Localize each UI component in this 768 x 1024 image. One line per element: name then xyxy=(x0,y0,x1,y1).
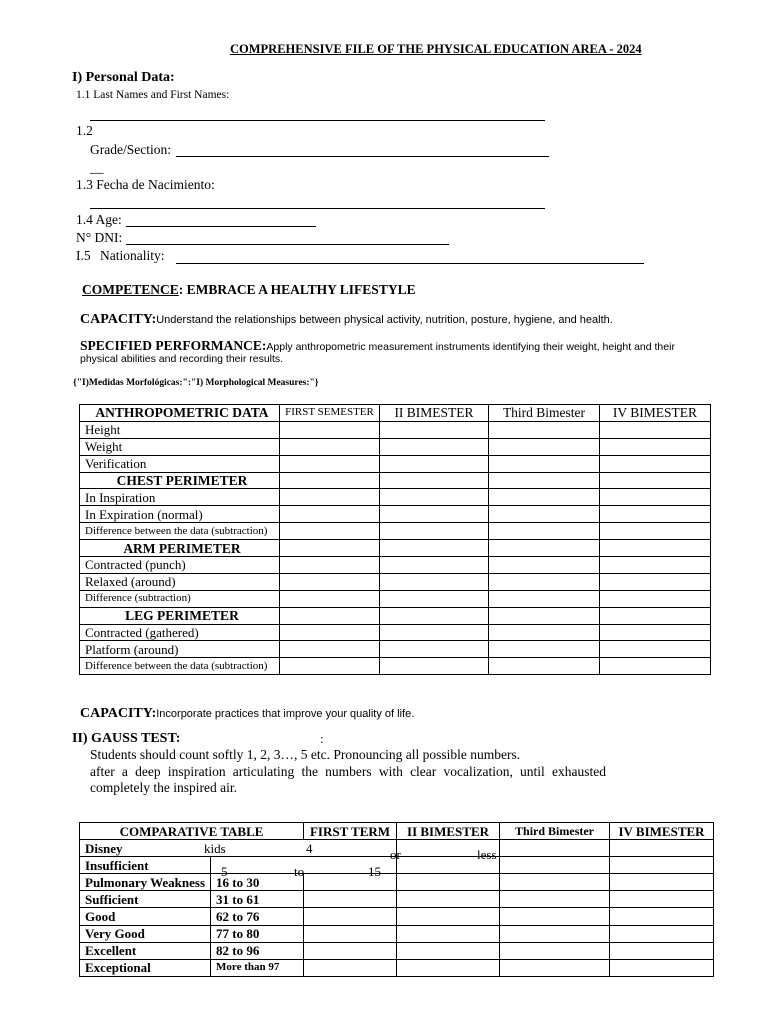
input-cell[interactable] xyxy=(397,925,500,942)
input-cell[interactable] xyxy=(304,925,397,942)
input-cell[interactable] xyxy=(280,455,380,472)
input-cell[interactable] xyxy=(304,942,397,959)
disney-less: less xyxy=(477,847,497,863)
input-cell[interactable] xyxy=(489,557,600,574)
input-cell[interactable] xyxy=(610,840,714,857)
input-cell[interactable] xyxy=(489,455,600,472)
row-label: Difference between the data (subtraction) xyxy=(80,658,280,675)
row-label: Very Good xyxy=(80,925,211,942)
performance-label: SPECIFIED PERFORMANCE: xyxy=(80,338,267,353)
row-label: Excellent xyxy=(80,942,211,959)
input-cell[interactable] xyxy=(489,624,600,641)
input-cell[interactable] xyxy=(500,891,610,908)
row-label: Verification xyxy=(80,455,280,472)
input-cell[interactable] xyxy=(489,590,600,607)
section-row xyxy=(80,607,711,624)
gauss-line-2: after a deep inspiration articulating the numbers with clear vocalization, until exhausted xyxy=(90,764,606,779)
grade-number: 1.2 xyxy=(76,123,93,138)
gauss-line-1: Students should count softly 1, 2, 3…, 5 etc. Pronouncing all possible numbers. xyxy=(90,747,521,762)
gauss-colon: : xyxy=(320,731,324,746)
input-cell[interactable] xyxy=(489,641,600,658)
table-row xyxy=(80,557,711,574)
input-cell[interactable] xyxy=(600,438,711,455)
input-cell[interactable] xyxy=(600,573,711,590)
input-cell[interactable] xyxy=(610,874,714,891)
input-cell[interactable] xyxy=(489,523,600,540)
input-cell[interactable] xyxy=(600,607,711,624)
anthro-header-ii-bimester: II BIMESTER xyxy=(380,405,489,422)
input-cell[interactable] xyxy=(304,959,397,976)
input-cell[interactable] xyxy=(280,557,380,574)
table-row xyxy=(80,874,714,891)
personal-data-heading: I) Personal Data: xyxy=(72,70,175,85)
row-label: Difference between the data (subtraction) xyxy=(80,523,280,540)
row-label: Insufficient xyxy=(80,857,211,874)
comparative-table xyxy=(79,822,714,977)
table-header-row xyxy=(80,823,714,840)
competence-line xyxy=(82,282,416,298)
gauss-line-3: completely the inspired air. xyxy=(90,780,237,795)
grade-tail: __ xyxy=(90,160,104,175)
anthro-header-data: ANTHROPOMETRIC DATA xyxy=(80,405,280,422)
insufficient-from: 5 xyxy=(221,864,228,880)
input-cell[interactable] xyxy=(280,540,380,557)
input-cell[interactable] xyxy=(610,942,714,959)
birth-field-line[interactable] xyxy=(90,208,545,209)
disney-label: Disney xyxy=(85,840,123,856)
section-label-chest: CHEST PERIMETER xyxy=(80,472,280,489)
input-cell[interactable] xyxy=(280,641,380,658)
input-cell[interactable] xyxy=(397,874,500,891)
input-cell[interactable] xyxy=(500,840,610,857)
input-cell[interactable] xyxy=(500,857,610,874)
input-cell[interactable] xyxy=(380,624,489,641)
input-cell[interactable] xyxy=(380,590,489,607)
capacity-2-label: CAPACITY: xyxy=(80,706,157,721)
input-cell[interactable] xyxy=(600,658,711,675)
input-cell[interactable] xyxy=(600,624,711,641)
input-cell[interactable] xyxy=(280,607,380,624)
input-cell[interactable] xyxy=(280,624,380,641)
input-cell[interactable] xyxy=(500,959,610,976)
table-row xyxy=(80,573,711,590)
table-row xyxy=(80,455,711,472)
input-cell[interactable] xyxy=(489,658,600,675)
row-label: In Expiration (normal) xyxy=(80,506,280,523)
capacity-2 xyxy=(80,704,414,722)
section-row xyxy=(80,472,711,489)
table-row xyxy=(80,421,711,438)
table-row xyxy=(80,590,711,607)
dni-field-line[interactable] xyxy=(126,244,449,245)
table-row xyxy=(80,624,711,641)
input-cell[interactable] xyxy=(380,658,489,675)
gauss-row-disney xyxy=(80,840,397,857)
input-cell[interactable] xyxy=(610,857,714,874)
input-cell[interactable] xyxy=(610,959,714,976)
input-cell[interactable] xyxy=(600,472,711,489)
anthro-header-first-semester: FIRST SEMESTER xyxy=(280,405,380,422)
section-label-leg: LEG PERIMETER xyxy=(80,607,280,624)
anthropometric-table xyxy=(79,404,711,675)
birth-label: 1.3 Fecha de Nacimiento: xyxy=(76,177,215,192)
input-cell[interactable] xyxy=(280,590,380,607)
nationality-number: I.5 xyxy=(76,248,91,263)
row-label: Platform (around) xyxy=(80,641,280,658)
input-cell[interactable] xyxy=(280,438,380,455)
input-cell[interactable] xyxy=(280,489,380,506)
row-range: 77 to 80 xyxy=(211,925,304,942)
input-cell[interactable] xyxy=(397,942,500,959)
input-cell[interactable] xyxy=(304,908,397,925)
insufficient-range xyxy=(211,857,397,880)
input-cell[interactable] xyxy=(280,523,380,540)
morphological-note: {"I)Medidas Morfológicas:":"I) Morphological Measures:"} xyxy=(73,378,319,388)
capacity-1-text: Understand the relationships between physical activity, nutrition, posture, hygiene, and health. xyxy=(156,314,613,326)
input-cell[interactable] xyxy=(489,472,600,489)
input-cell[interactable] xyxy=(610,925,714,942)
table-row xyxy=(80,438,711,455)
input-cell[interactable] xyxy=(489,438,600,455)
row-label: In Inspiration xyxy=(80,489,280,506)
row-label: Exceptional xyxy=(80,959,211,976)
table-row xyxy=(80,641,711,658)
grade-field-line[interactable] xyxy=(176,156,549,157)
input-cell[interactable] xyxy=(500,874,610,891)
capacity-1 xyxy=(80,310,613,328)
input-cell[interactable] xyxy=(380,523,489,540)
input-cell[interactable] xyxy=(280,658,380,675)
insufficient-upto: 15 xyxy=(368,864,381,880)
input-cell[interactable] xyxy=(600,590,711,607)
row-range: 16 to 30 xyxy=(211,874,304,891)
input-cell[interactable] xyxy=(489,573,600,590)
gauss-header-iv-bimester: IV BIMESTER xyxy=(610,823,714,840)
input-cell[interactable] xyxy=(489,540,600,557)
input-cell[interactable] xyxy=(397,959,500,976)
row-range: 82 to 96 xyxy=(211,942,304,959)
input-cell[interactable] xyxy=(380,455,489,472)
input-cell[interactable] xyxy=(600,557,711,574)
age-field-line[interactable] xyxy=(126,226,316,227)
names-label: 1.1 Last Names and First Names: xyxy=(76,89,230,101)
input-cell[interactable] xyxy=(397,908,500,925)
input-cell[interactable] xyxy=(600,540,711,557)
nationality-label: Nationality: xyxy=(100,248,165,263)
input-cell[interactable] xyxy=(380,489,489,506)
grade-label: Grade/Section: xyxy=(90,142,171,157)
gauss-header-ii-bimester: II BIMESTER xyxy=(397,823,500,840)
competence-label: COMPETENCE xyxy=(82,282,179,297)
table-row xyxy=(80,857,714,874)
input-cell[interactable] xyxy=(280,421,380,438)
input-cell[interactable] xyxy=(610,891,714,908)
input-cell[interactable] xyxy=(304,874,397,891)
input-cell[interactable] xyxy=(380,438,489,455)
disney-kids: kids xyxy=(204,840,226,856)
row-label: Relaxed (around) xyxy=(80,573,280,590)
input-cell[interactable] xyxy=(397,891,500,908)
gauss-header-third-bimester: Third Bimester xyxy=(500,823,610,840)
dni-label: N° DNI: xyxy=(76,230,123,245)
row-range: More than 97 xyxy=(211,959,304,976)
capacity-2-text: Incorporate practices that improve your quality of life. xyxy=(156,708,415,720)
input-cell[interactable] xyxy=(600,421,711,438)
row-range: 62 to 76 xyxy=(211,908,304,925)
section-row xyxy=(80,540,711,557)
insufficient-to: to xyxy=(294,864,305,880)
table-row xyxy=(80,840,714,857)
table-row xyxy=(80,506,711,523)
performance-text-1: Apply anthropometric measurement instruments identifying their weight, height and their xyxy=(266,341,675,353)
competence-text: : EMBRACE A HEALTHY LIFESTYLE xyxy=(178,282,416,297)
table-header-row xyxy=(80,405,711,422)
input-cell[interactable] xyxy=(600,641,711,658)
input-cell[interactable] xyxy=(600,455,711,472)
row-label: Contracted (punch) xyxy=(80,557,280,574)
input-cell[interactable] xyxy=(280,573,380,590)
section-label-arm: ARM PERIMETER xyxy=(80,540,280,557)
input-cell[interactable] xyxy=(280,506,380,523)
input-cell[interactable] xyxy=(380,421,489,438)
row-label: Difference (subtraction) xyxy=(80,590,280,607)
disney-or: or xyxy=(390,847,401,863)
table-row xyxy=(80,891,714,908)
row-label: Contracted (gathered) xyxy=(80,624,280,641)
document-title: COMPREHENSIVE FILE OF THE PHYSICAL EDUCATION AREA - 2024 xyxy=(230,42,642,56)
table-row xyxy=(80,959,714,976)
age-label: 1.4 Age: xyxy=(76,212,122,227)
performance-text-2: physical abilities and recording their results. xyxy=(80,353,284,365)
input-cell[interactable] xyxy=(380,472,489,489)
input-cell[interactable] xyxy=(489,489,600,506)
input-cell[interactable] xyxy=(500,925,610,942)
input-cell[interactable] xyxy=(600,489,711,506)
input-cell[interactable] xyxy=(500,942,610,959)
input-cell[interactable] xyxy=(380,506,489,523)
input-cell[interactable] xyxy=(304,891,397,908)
row-label: Height xyxy=(80,421,280,438)
input-cell[interactable] xyxy=(380,557,489,574)
row-label: Good xyxy=(80,908,211,925)
table-row xyxy=(80,658,711,675)
row-label: Pulmonary Weakness xyxy=(80,874,211,891)
input-cell[interactable] xyxy=(600,523,711,540)
input-cell[interactable] xyxy=(280,472,380,489)
input-cell[interactable] xyxy=(610,908,714,925)
gauss-row-disney-cont xyxy=(390,840,500,863)
input-cell[interactable] xyxy=(489,421,600,438)
row-label: Weight xyxy=(80,438,280,455)
table-row xyxy=(80,942,714,959)
table-row xyxy=(80,925,714,942)
input-cell[interactable] xyxy=(380,607,489,624)
anthro-header-third-bimester: Third Bimester xyxy=(489,405,600,422)
row-label: Sufficient xyxy=(80,891,211,908)
gauss-header-comparative: COMPARATIVE TABLE xyxy=(80,823,304,840)
table-row xyxy=(80,523,711,540)
gauss-header-first-term: FIRST TERM xyxy=(304,823,397,840)
table-row xyxy=(80,489,711,506)
gauss-heading: II) GAUSS TEST: xyxy=(72,731,181,746)
input-cell[interactable] xyxy=(600,506,711,523)
names-field-line[interactable] xyxy=(90,120,545,121)
input-cell[interactable] xyxy=(500,908,610,925)
disney-four: 4 xyxy=(306,840,313,856)
table-row xyxy=(80,908,714,925)
anthro-header-iv-bimester: IV BIMESTER xyxy=(600,405,711,422)
input-cell[interactable] xyxy=(489,607,600,624)
input-cell[interactable] xyxy=(380,540,489,557)
capacity-1-label: CAPACITY: xyxy=(80,312,157,327)
row-range: 31 to 61 xyxy=(211,891,304,908)
nationality-field-line[interactable] xyxy=(176,263,644,264)
input-cell[interactable] xyxy=(380,573,489,590)
input-cell[interactable] xyxy=(380,641,489,658)
input-cell[interactable] xyxy=(489,506,600,523)
